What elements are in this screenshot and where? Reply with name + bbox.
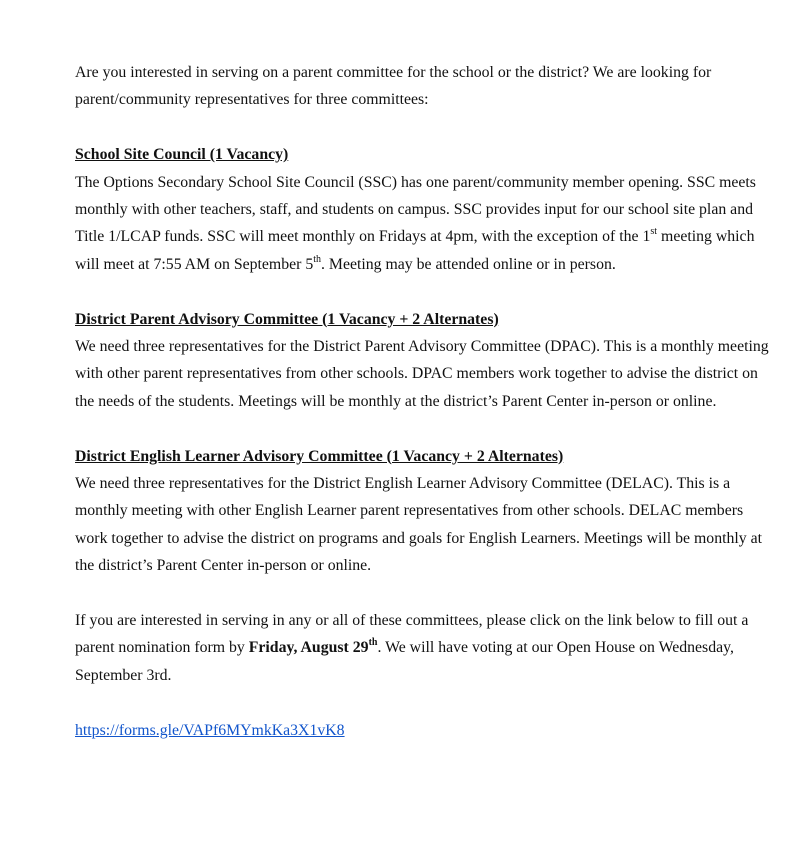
ssc-body-part-2: meeting which will meet at 7:55 AM on September 5 [75,228,755,273]
deadline-sup: th [368,637,378,649]
delac-heading: District English Learner Advisory Committee (1 Vacancy + 2 Alternates) [75,447,564,465]
delac-section [75,443,770,580]
closing-paragraph [75,607,770,689]
ssc-heading: School Site Council (1 Vacancy) [75,146,289,164]
dpac-heading: District Parent Advisory Committee (1 Vacancy + 2 Alternates) [75,310,499,328]
nomination-form-link[interactable]: https://forms.gle/VAPf6MYmkKa3X1vK8 [75,721,345,739]
dpac-section [75,306,770,416]
ssc-body-part-1: The Options Secondary School Site Council (SSC) has one parent/community member opening. SSC meets monthly with other teachers, staff, and students on campus. SSC provides input for our school site plan and Title 1/LCAP funds. SSC will meet monthly on Fridays at 4pm, with the exception of the 1 [75,173,756,246]
ssc-sup-st: st [650,226,658,238]
dpac-body: We need three representatives for the District Parent Advisory Committee (DPAC). This is a monthly meeting with other parent representatives from other schools. DPAC members work together to advise the district on the needs of the students. Meetings will be monthly at the district’s Parent Center in-person or online. [75,338,769,410]
deadline-date [249,639,378,656]
ssc-sup-th: th [313,253,322,265]
closing-text-1: If you are interested in serving in any or all of these committees, please click on the link below to fill out a parent nomination form by [75,612,749,657]
delac-body: We need three representatives for the District English Learner Advisory Committee (DELAC). This is a monthly meeting with other English Learner parent representatives from other schools. DELAC members work together to advise the district on programs and goals for English Learners. Meetings will be monthly at the district’s Parent Center in-person or online. [75,475,763,575]
deadline-text: Friday, August 29 [248,639,369,657]
ssc-section [75,141,770,278]
ssc-body-part-3: . Meeting may be attended online or in person. [321,255,616,273]
intro-paragraph [75,59,770,114]
link-paragraph [75,717,770,744]
intro-text: Are you interested in serving on a parent committee for the school or the district? We are looking for parent/community representatives for three committees: [75,64,712,109]
closing-text-2: . We will have voting at our Open House on Wednesday, September 3rd. [75,639,734,684]
